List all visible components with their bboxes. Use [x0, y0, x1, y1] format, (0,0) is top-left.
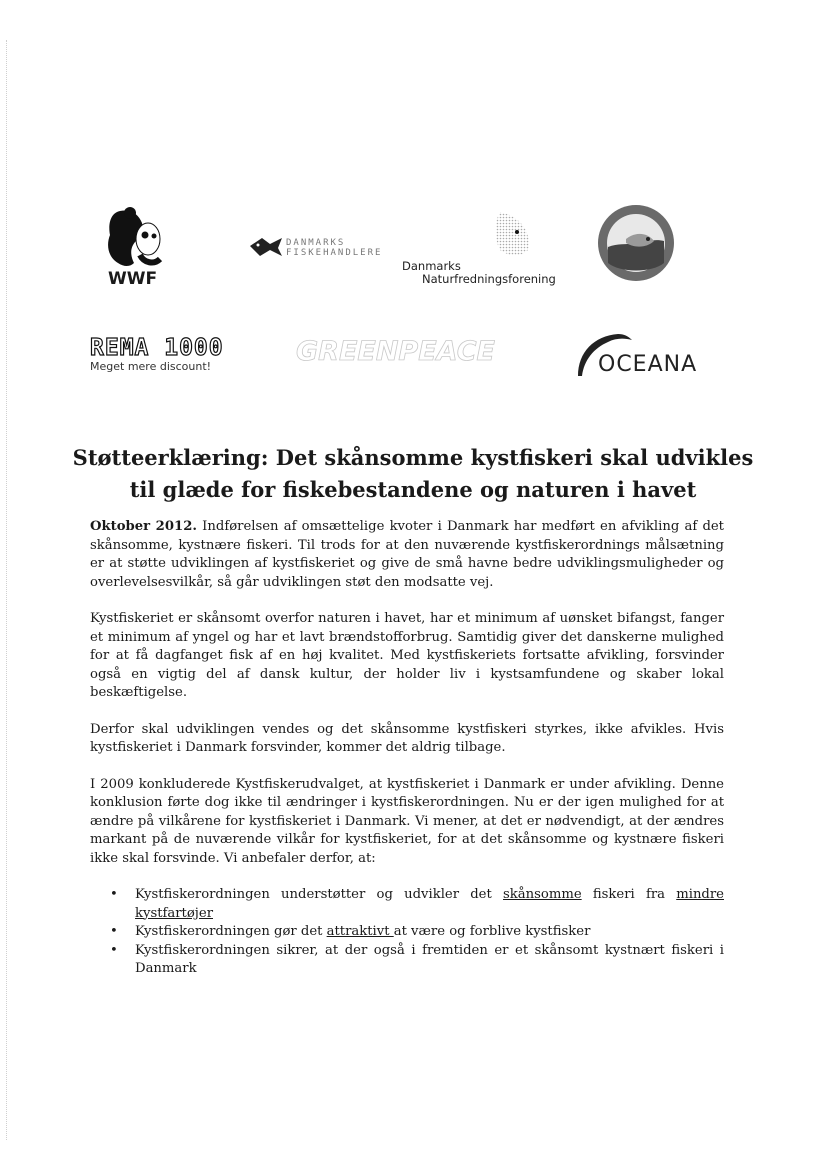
- wwf-wordmark: WWF: [108, 269, 158, 289]
- leaf-dots-icon: [400, 210, 550, 260]
- danmarks-naturfredningsforening-logo: [400, 210, 556, 288]
- title-line-2: til glæde for fiskebestandene og naturen i havet: [129, 477, 697, 502]
- panda-icon: [100, 205, 170, 269]
- title-line-1: Støtteerklæring: Det skånsomme kystfiskeri skal udvikles: [72, 445, 754, 470]
- rema-1000-logo: [90, 336, 230, 376]
- paragraph-2: Kystfiskeriet er skånsomt overfor naturen i havet, har et minimum af uønsket bifangst, fanger et minimum af yngel og har et lavt brændstofforbrug. Samtidig giver det danskerne mulighed for at få dagfanget fisk af en høj kvalitet. Med kystfiskeriets fortsatte afvikling, forsvinder også en vigtig del af dansk kultur, der holder liv i kystsamfundene og skaber lokal beskæftigelse.: [90, 611, 724, 700]
- rema-tagline: Meget mere discount!: [90, 360, 212, 373]
- list-item: • Kystfiskerordningen sikrer, at der også i fremtiden er et skånsomt kystnært fiskeri i Danmark: [90, 942, 724, 979]
- greenpeace-wordmark: GREENPEACE: [296, 336, 495, 367]
- wwf-logo: [100, 205, 170, 290]
- page-title: [60, 442, 766, 506]
- rema-wordmark: REMA 1000: [90, 335, 224, 361]
- dn-line-1: Danmarks: [402, 259, 461, 273]
- paragraph-3: Derfor skal udviklingen vendes og det skånsomme kystfiskeri styrkes, ikke afvikles. Hvis kystfiskeriet i Danmark forsvinder, kommer det aldrig tilbage.: [90, 721, 724, 755]
- circle-seal-logo: [596, 203, 676, 283]
- danmarks-fiskehandlere-logo: [248, 234, 388, 264]
- fish-seal-icon: [596, 203, 676, 283]
- greenpeace-logo: [296, 336, 495, 376]
- document-body: [90, 518, 724, 979]
- recommendations-list: [90, 886, 724, 979]
- paragraph-1: [90, 518, 724, 592]
- dfh-line-1: DANMARKS: [286, 238, 346, 248]
- list-item: • Kystfiskerordningen gør det attraktivt at være og forblive kystfisker: [90, 923, 724, 942]
- oceana-wordmark: OCEANA: [598, 352, 698, 377]
- list-item: • Kystfiskerordningen understøtter og udvikler det skånsomme fiskeri fra mindre kystfartøjer: [90, 886, 724, 923]
- paragraph-4: I 2009 konkluderede Kystfiskerudvalget, at kystfiskeriet i Danmark er under afvikling. Denne konklusion førte dog ikke til ændringer i kystfiskerordningen. Nu er der igen mulighed for at ændre på vilkårene for kystfiskeriet i Danmark. Vi mener, at det er nødvendigt, at der ændres markant på de nuværende vilkår for kystfiskeriet, for at det skånsomme og kystnære fiskeri ikke skal forsvinde. Vi anbefaler derfor, at:: [90, 776, 724, 866]
- dn-line-2: Naturfredningsforening: [422, 272, 556, 286]
- paragraph-1-text: Indførelsen af omsættelige kvoter i Danmark har medført en afvikling af det skånsomme, kystnære fiskeri. Til trods for at den nuværende kystfiskerordnings målsætning er at støtte udviklingen af kystfiskeriet og give de små havne bedre udviklingsmuligheder og overlevelsesvilkår, så går udviklingen støt den modsatte vej.: [90, 519, 724, 590]
- scan-artifact-line: [6, 40, 7, 1140]
- date-lead: Oktober 2012.: [90, 519, 197, 534]
- fish-icon: [248, 234, 284, 260]
- oceana-logo: [574, 328, 714, 383]
- dfh-line-2: FISKEHANDLERE: [286, 248, 383, 258]
